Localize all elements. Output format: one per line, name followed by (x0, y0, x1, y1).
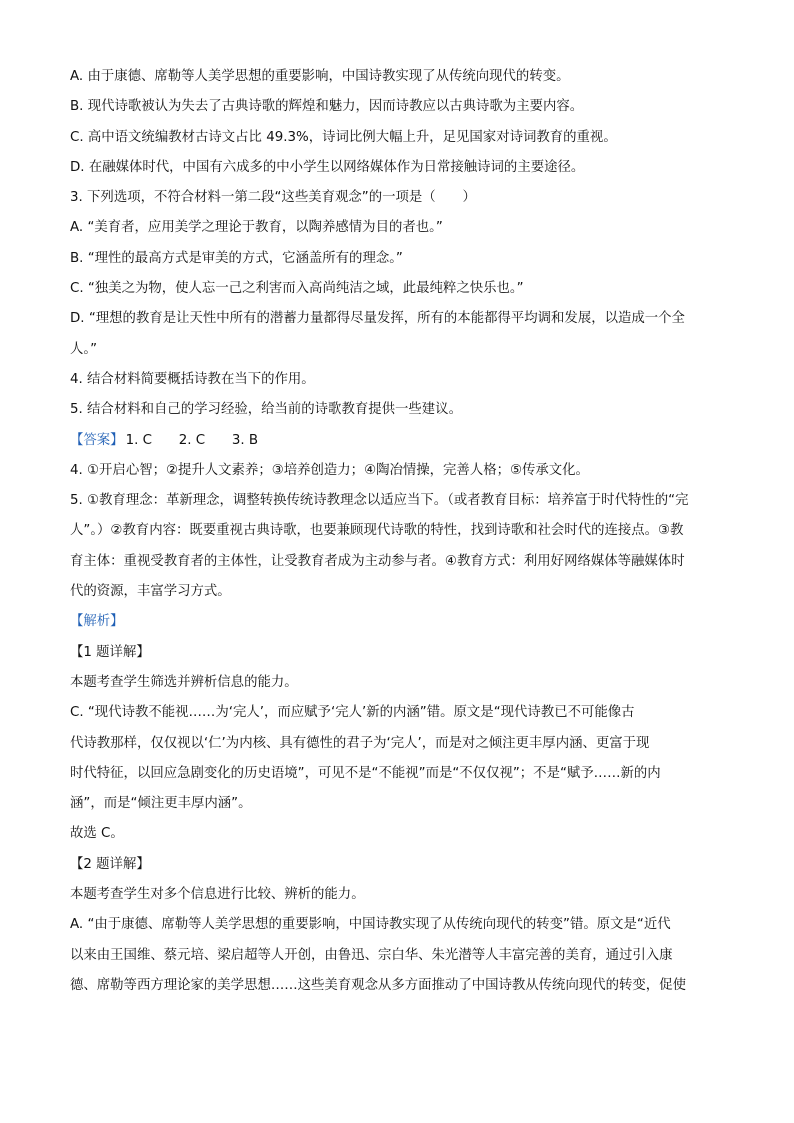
q4-stem: 4. 结合材料简要概括诗教在当下的作用。 (70, 371, 315, 387)
detail-1-line: 本题考查学生筛选并辨析信息的能力。 (70, 674, 298, 690)
q3-option-c: C. “独美之为物，使人忘一己之利害而入高尚纯洁之域，此最纯粹之快乐也。” (70, 281, 524, 297)
q2-option-b: B. 现代诗歌被认为失去了古典诗歌的辉煌和魅力，因而诗教应以古典诗歌为主要内容。 (70, 99, 584, 115)
detail-1-line: C. “现代诗教不能视……为‘完人’，而应赋予‘完人’新的内涵”错。原文是“现代诗教已不可能像古 (70, 705, 635, 721)
q5-stem: 5. 结合材料和自己的学习经验，给当前的诗歌教育提供一些建议。 (70, 402, 462, 418)
q2-option-c: C. 高中语文统编教材古诗文占比 49.3%，诗词比例大幅上升，足见国家对诗词教育的重视。 (70, 129, 617, 145)
answer-4: 4. ①开启心智；②提升人文素养；③培养创造力；④陶冶情操，完善人格；⑤传承文化。 (70, 462, 589, 478)
detail-2-line: 以来由王国维、蔡元培、梁启超等人开创，由鲁迅、宗白华、朱光潜等人丰富完善的美育，通过引入康 (70, 947, 673, 963)
detail-1-line: 涵”，而是“倾注更丰厚内涵”。 (70, 796, 252, 812)
detail-1-line: 故选 C。 (70, 826, 124, 842)
answer-tag: 【答案】 (70, 432, 124, 448)
answer-5-line: 代的资源，丰富学习方式。 (70, 584, 231, 600)
detail-1-line: 代诗教那样，仅仅视以‘仁’为内核、具有德性的君子为‘完人’，而是对之倾注更丰厚内涵、更富于现 (70, 735, 650, 751)
detail-1-title: 【1 题详解】 (70, 644, 150, 660)
q3-option-b: B. “理性的最高方式是审美的方式，它涵盖所有的理念。” (70, 250, 403, 266)
detail-2-title: 【2 题详解】 (70, 856, 150, 872)
document-body (70, 62, 726, 1001)
detail-2-line: A. “由于康德、席勒等人美学思想的重要影响，中国诗教实现了从传统向现代的转变”错。原文是“近代 (70, 917, 671, 933)
q2-option-d: D. 在融媒体时代，中国有六成多的中小学生以网络媒体作为日常接触诗词的主要途径。 (70, 159, 585, 175)
q3-stem: 3. 下列选项，不符合材料一第二段“这些美育观念”的一项是（ ） (70, 190, 476, 206)
q3-option-a: A. “美育者，应用美学之理论于教育，以陶养感情为目的者也。” (70, 220, 443, 236)
q3-option-d-line2: 人。” (70, 341, 98, 357)
detail-2-line: 德、席勒等西方理论家的美学思想……这些美育观念从多方面推动了中国诗教从传统向现代的转变，促使 (70, 977, 686, 993)
q2-option-a: A. 由于康德、席勒等人美学思想的重要影响，中国诗教实现了从传统向现代的转变。 (70, 69, 570, 84)
analysis-tag: 【解析】 (70, 614, 124, 630)
q3-option-d-line1: D. “理想的教育是让天性中所有的潜蓄力量都得尽量发挥，所有的本能都得平均调和发展，以造成一个全 (70, 311, 685, 327)
detail-1-line: 时代特征，以回应急剧变化的历史语境”，可见不是“不能视”而是“不仅仅视”；不是“赋予……新的内 (70, 765, 661, 781)
answer-5-line: 5. ①教育理念：革新理念，调整转换传统诗教理念以适应当下。（或者教育目标：培养富于时代特性的“完 (70, 493, 689, 509)
detail-2-line: 本题考查学生对多个信息进行比较、辨析的能力。 (70, 887, 365, 903)
answer-choices: 1. C 2. C 3. B (125, 432, 259, 448)
answer-5-line: 育主体：重视受教育者的主体性，让受教育者成为主动参与者。④教育方式：利用好网络媒体等融媒体时 (70, 553, 685, 569)
answer-5-line: 人”。）②教育内容：既要重视古典诗歌，也要兼顾现代诗歌的特性，找到诗歌和社会时代的连接点。③教 (70, 523, 684, 539)
answer-line (70, 426, 726, 456)
